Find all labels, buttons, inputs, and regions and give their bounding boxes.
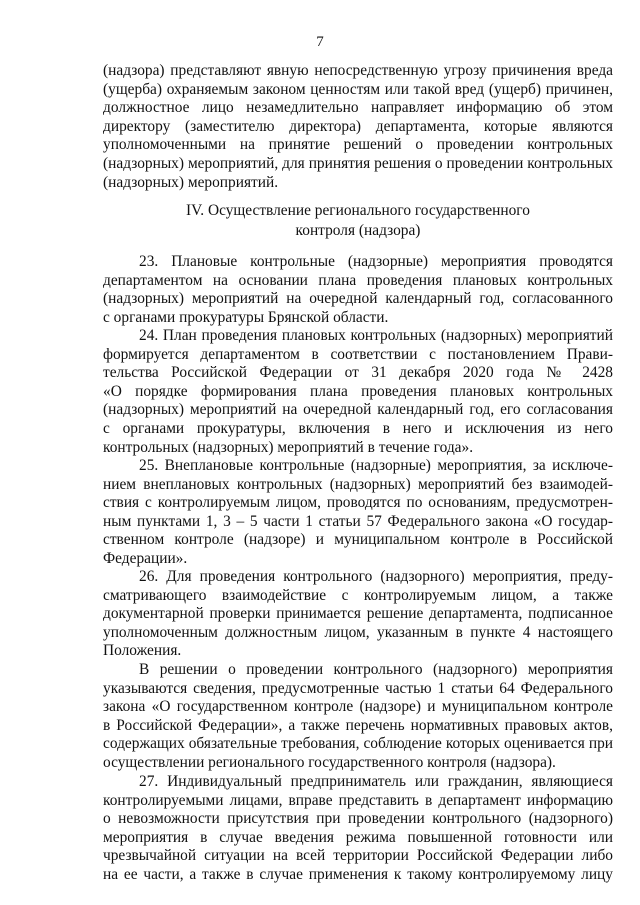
text-line: департаментом на основании плана проведения плановых контрольных xyxy=(103,271,613,289)
text-line: (надзора) представляют явную непосредственную угрозу причинения вреда xyxy=(103,62,613,79)
text-line: 23. Плановые контрольные (надзорные) мероприятия проводятся xyxy=(139,253,613,270)
text-line: должностное лицо незамедлительно направляет информацию об этом xyxy=(103,99,613,117)
text-line: указываются сведения, предусмотренные частью 1 статьи 64 Федерального xyxy=(103,679,613,697)
paragraph-25 xyxy=(103,457,613,569)
text-line: на ее части, а также в случае применения к такому контролируемому лицу xyxy=(103,865,613,883)
text-line: ствия с контролируемым лицом, проводятся по основаниям, предусмотрен- xyxy=(103,494,613,512)
section-heading-line-1: IV. Осуществление регионального государственного xyxy=(186,202,530,219)
text-line: с органами прокуратуры Брянской области. xyxy=(103,308,389,326)
text-line: уполномоченными на принятие решений о проведении контрольных xyxy=(103,136,613,154)
text-line: тельства Российской Федерации от 31 декабря 2020 года № 2428 xyxy=(103,364,613,382)
text-line: ственном контроле (надзоре) и муниципальном контроле в Российской xyxy=(103,531,613,549)
text-line: контрольных (надзорных) мероприятий в течение года». xyxy=(103,438,474,456)
text-line: с органами прокуратуры, включения в него и исключения из него xyxy=(103,419,613,437)
text-line: (надзорных) мероприятий на очередной календарный год, его согласования xyxy=(103,401,613,419)
text-line: уполномоченным должностным лицом, указанным в пункте 4 настоящего xyxy=(103,623,613,641)
text-line: в Российской Федерации», а также перечень нормативных правовых актов, xyxy=(103,716,613,734)
section-heading xyxy=(103,201,613,241)
text-line: документарной проверки принимается решение департамента, подписанное xyxy=(103,605,613,623)
text-line: закона «О государственном контроле (надзоре) и муниципальном контроле xyxy=(103,698,613,716)
text-line: чрезвычайной ситуации на всей территории Российской Федерации либо xyxy=(103,847,613,865)
text-line: 27. Индивидуальный предприниматель или гражданин, являющиеся xyxy=(139,773,613,790)
page-number: 7 xyxy=(316,34,324,50)
paragraph-26-continuation xyxy=(103,661,613,773)
text-line: директору (заместителю директора) департамента, которые являются xyxy=(103,117,613,135)
text-line: мероприятия в случае введения режима повышенной готовности или xyxy=(103,828,613,846)
text-line: 25. Внеплановые контрольные (надзорные) мероприятия, за исключе- xyxy=(139,457,613,474)
section-heading-line-2: контроля (надзора) xyxy=(295,222,421,239)
text-line: Федерации». xyxy=(103,549,188,567)
text-line: 26. Для проведения контрольного (надзорного) мероприятия, преду- xyxy=(139,568,613,585)
text-line: сматривающего взаимодействие с контролируемым лицом, а также xyxy=(103,586,613,604)
text-line: 24. План проведения плановых контрольных (надзорных) мероприятий xyxy=(139,327,613,344)
text-line: «О порядке формирования плана проведения плановых контрольных xyxy=(103,382,613,400)
text-line: нием внеплановых контрольных (надзорных) мероприятий без взаимодей- xyxy=(103,475,613,493)
text-line: ным пунктами 1, 3 – 5 части 1 статьи 57 Федерального закона «О государ- xyxy=(103,512,613,530)
text-line: В решении о проведении контрольного (надзорного) мероприятия xyxy=(139,661,613,678)
text-line: (надзорных) мероприятий, для принятия решения о проведении контрольных xyxy=(103,154,613,172)
text-line: Положения. xyxy=(103,642,182,660)
text-line: (надзорных) мероприятий. xyxy=(103,173,279,191)
text-line: о невозможности присутствия при проведении контрольного (надзорного) xyxy=(103,810,613,828)
text-line: содержащих обязательные требования, соблюдение которых оценивается при xyxy=(103,735,613,753)
text-line: (ущерба) охраняемым законом ценностям или такой вред (ущерб) причинен, xyxy=(103,80,613,98)
text-line: осуществлении регионального государственного контроля (надзора). xyxy=(103,753,556,771)
paragraph-26 xyxy=(103,568,613,661)
text-line: (надзорных) мероприятий на очередной календарный год, согласованного xyxy=(103,290,613,308)
paragraph-27 xyxy=(103,773,613,885)
paragraph-23 xyxy=(103,253,613,327)
intro-paragraph xyxy=(103,62,613,192)
text-line: контролируемыми лицами, вправе представить в департамент информацию xyxy=(103,791,613,809)
text-line: формируется департаментом в соответствии с постановлением Прави- xyxy=(103,345,613,363)
paragraph-24 xyxy=(103,327,613,457)
